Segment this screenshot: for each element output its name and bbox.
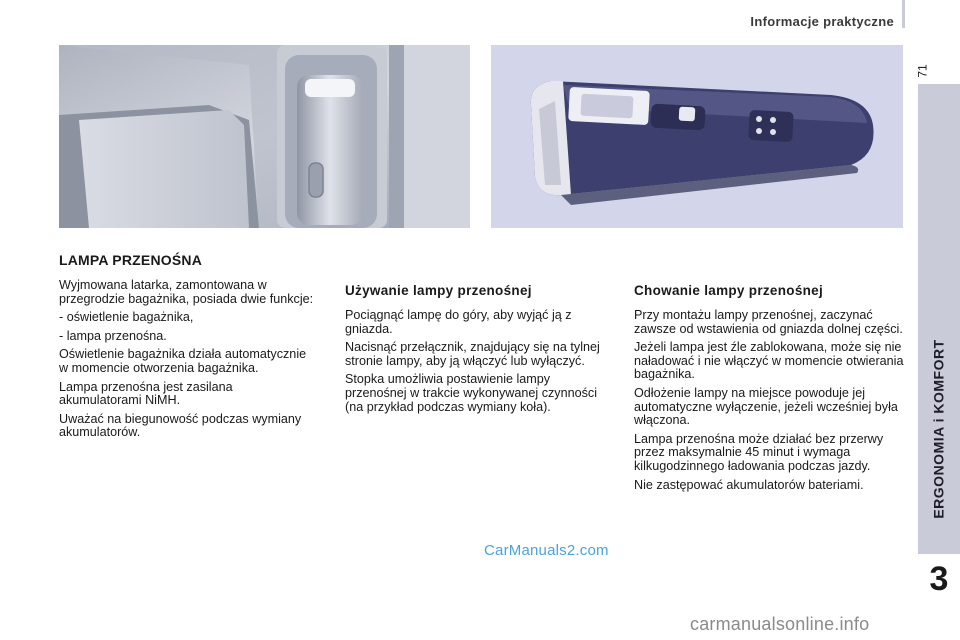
usage-section-heading: Używanie lampy przenośnej xyxy=(345,283,532,298)
storage-paragraph-4: Lampa przenośna może działać bez przerwy przez maksymalnie 45 minut i wymaga kilkugodzinnego ładowania podczas jazdy. xyxy=(634,431,884,473)
main-bullet-1: - oświetlenie bagażnika, xyxy=(59,310,194,325)
lamp-housing-illustration xyxy=(59,45,470,228)
lamp-housing-photo xyxy=(59,45,470,228)
usage-paragraph-2: Nacisnąć przełącznik, znajdujący się na tylnej stronie lampy, aby ją włączyć lub wyłączyć. xyxy=(345,340,600,368)
chapter-side-tab-label-wrap xyxy=(918,84,960,554)
usage-paragraph-3: Stopka umożliwia postawienie lampy przenośnej w trakcie wykonywanej czynności (na przykład podczas wymiany koła). xyxy=(345,372,597,414)
usage-paragraph-1: Pociągnąć lampę do góry, aby wyjąć ją z gniazda. xyxy=(345,308,572,336)
chapter-title: ERGONOMIA i KOMFORT xyxy=(931,339,947,519)
main-section-heading: LAMPA PRZENOŚNA xyxy=(59,252,202,268)
main-paragraph-1: Wyjmowana latarka, zamontowana w przegrodzie bagażnika, posiada dwie funkcje: xyxy=(59,278,314,306)
watermark-link-top[interactable]: CarManuals2.com xyxy=(484,542,609,559)
storage-paragraph-1: Przy montażu lampy przenośnej, zaczynać zawsze od wstawienia od gniazda dolnej części. xyxy=(634,308,903,336)
chapter-number: 3 xyxy=(929,560,949,598)
storage-paragraph-3: Odłożenie lampy na miejsce powoduje jej automatyczne wyłączenie, jeżeli wcześniej była włączona. xyxy=(634,385,898,428)
storage-paragraph-5: Nie zastępować akumulatorów bateriami. xyxy=(634,477,864,492)
header-divider xyxy=(902,0,905,28)
page-number: 71 xyxy=(915,64,930,78)
portable-lamp-illustration xyxy=(491,45,903,228)
storage-section-heading: Chowanie lampy przenośnej xyxy=(634,283,824,298)
storage-section-body xyxy=(634,309,904,497)
main-section-body xyxy=(59,279,317,445)
main-paragraph-3: Lampa przenośna jest zasilana akumulatorami NiMH. xyxy=(59,379,233,408)
page-header-title: Informacje praktyczne xyxy=(750,14,894,29)
main-bullet-2: - lampa przenośna. xyxy=(59,328,167,343)
watermark-link-bottom[interactable]: carmanualsonline.info xyxy=(690,614,870,634)
storage-paragraph-2: Jeżeli lampa jest źle zablokowana, może się nie naładować i nie włączyć w momencie otwierania bagażnika. xyxy=(634,340,904,382)
portable-lamp-photo xyxy=(491,45,903,228)
usage-section-body xyxy=(345,309,607,419)
main-paragraph-4: Uważać na biegunowość podczas wymiany akumulatorów. xyxy=(59,411,302,440)
main-paragraph-2: Oświetlenie bagażnika działa automatycznie w momencie otworzenia bagażnika. xyxy=(59,347,307,375)
